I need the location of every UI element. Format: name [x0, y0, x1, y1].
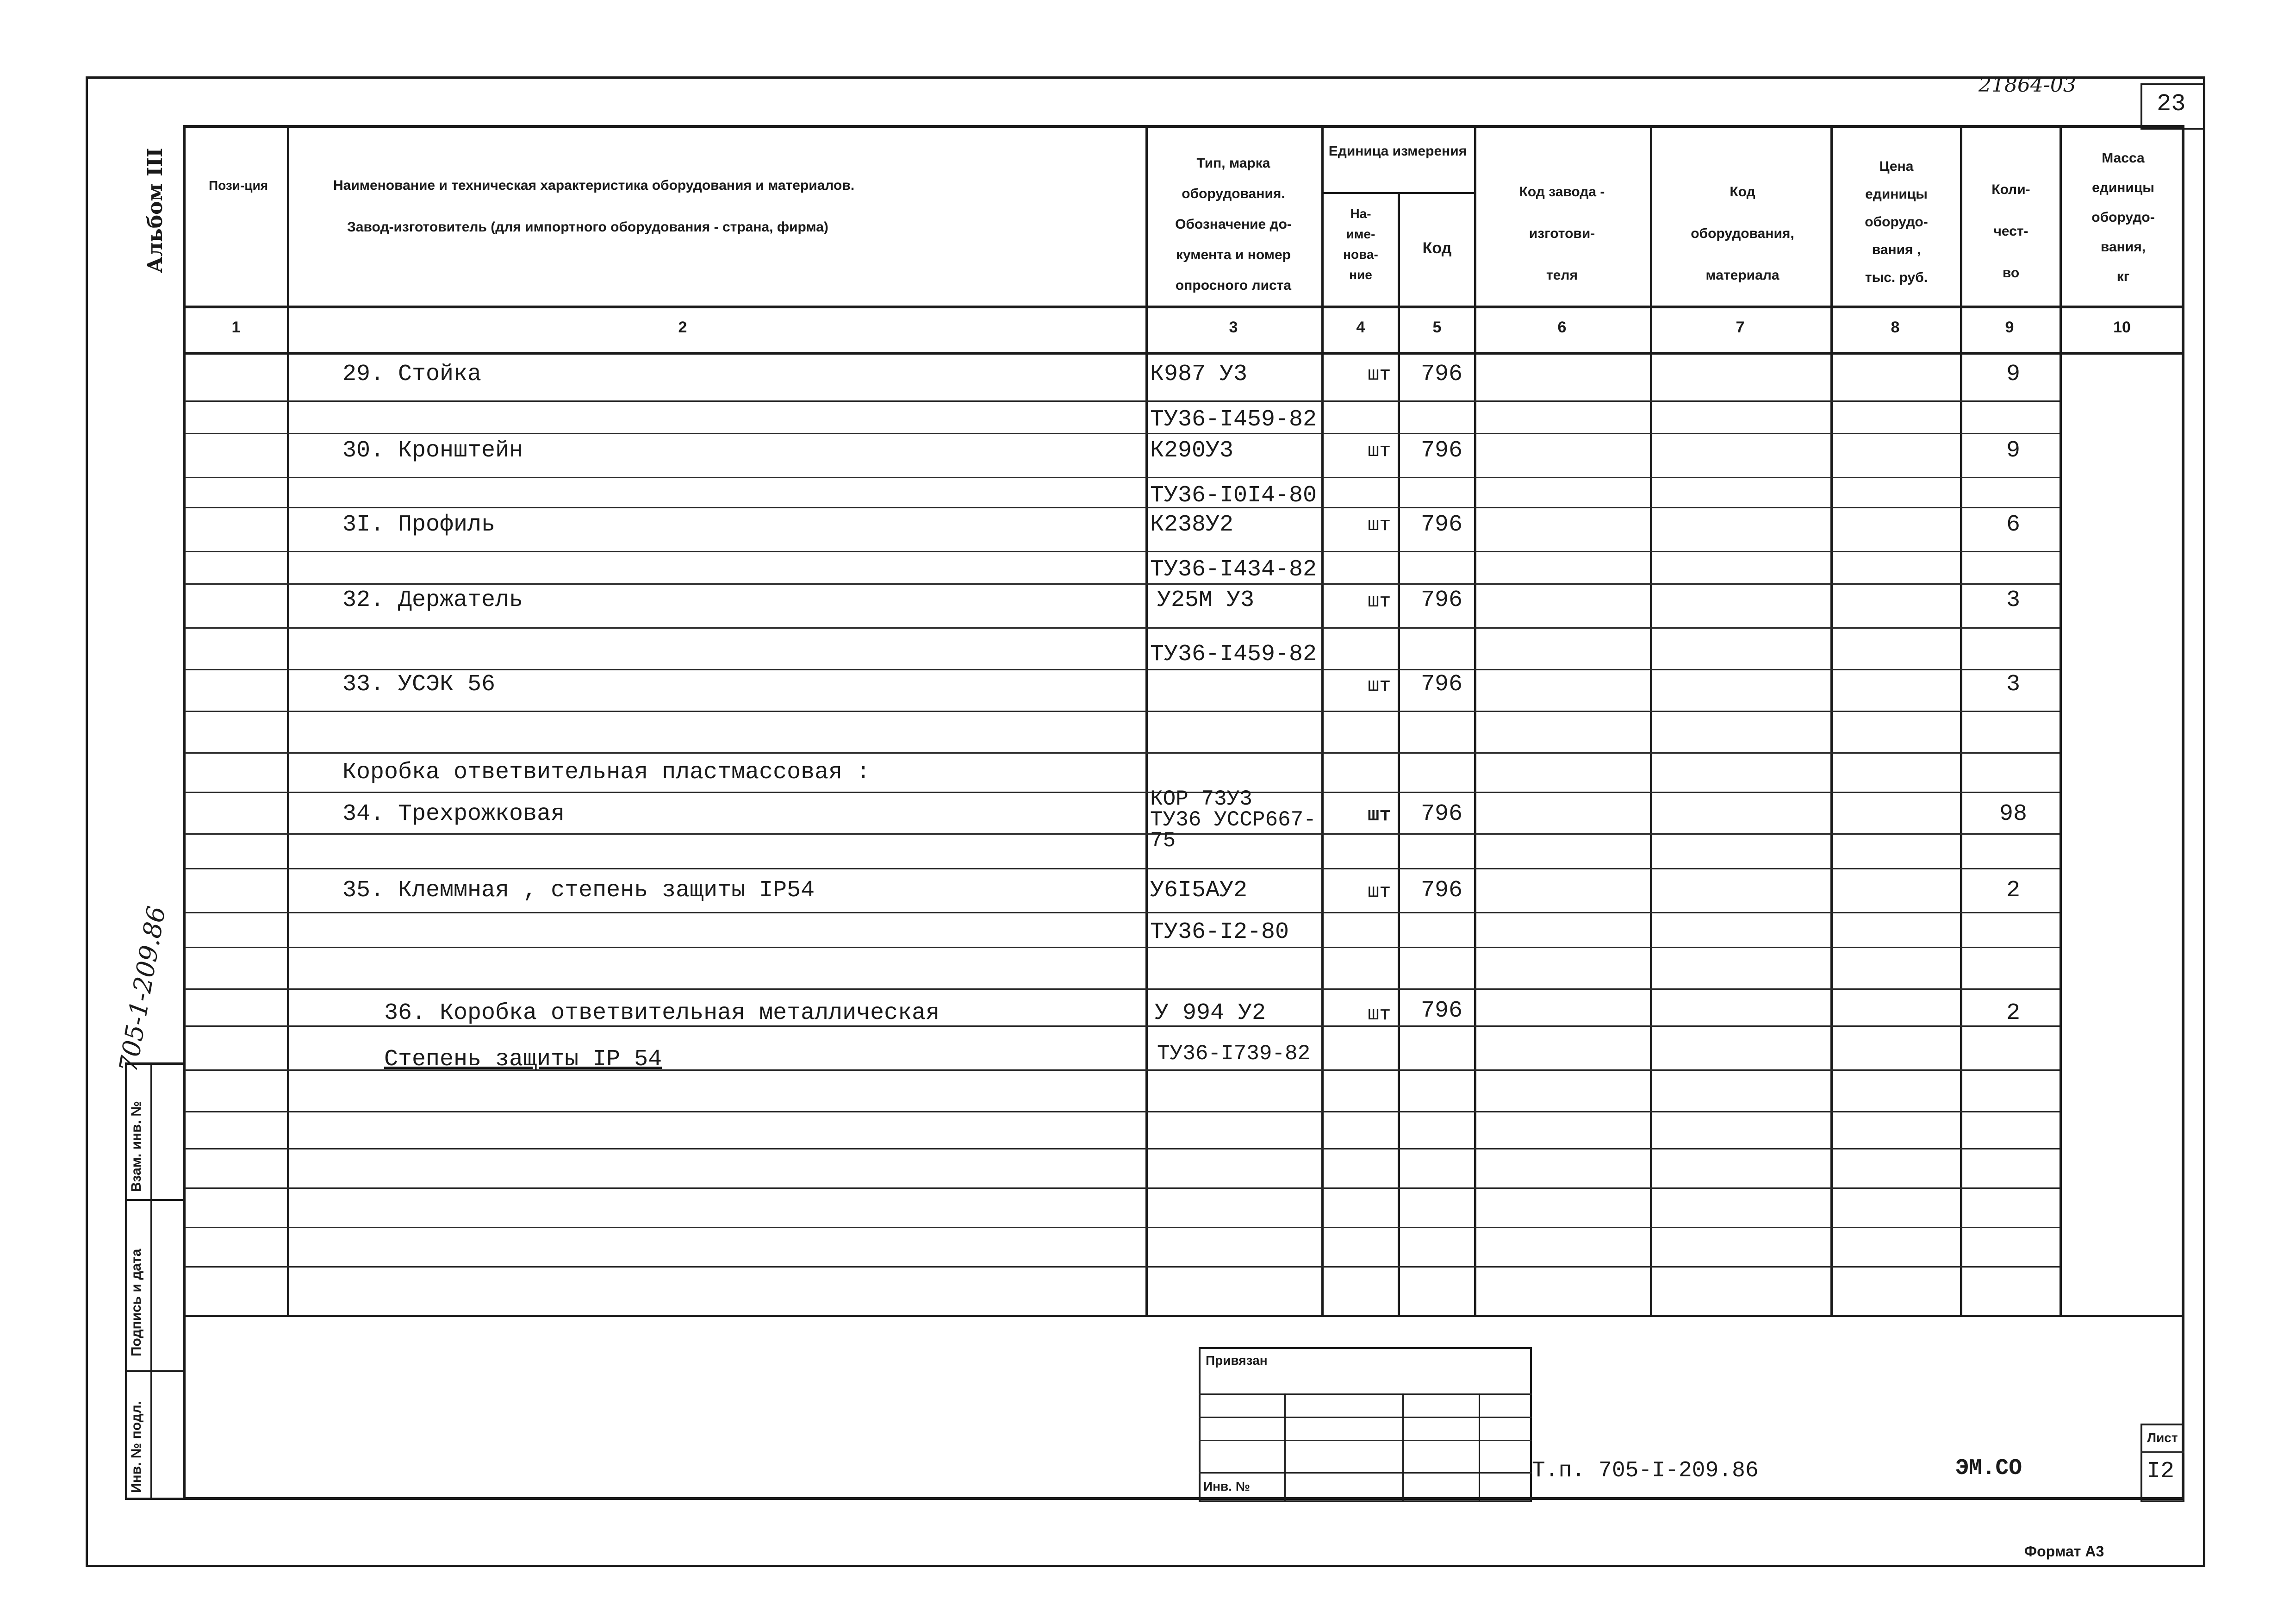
- row-35-type: У6I5АУ2: [1150, 877, 1248, 904]
- row-32-type: У25М У3: [1157, 587, 1255, 613]
- header-col9: Коли- чест- во: [1991, 182, 2030, 281]
- row-34-type: КОР 73У3: [1150, 787, 1252, 811]
- header-col6: Код завода - изготови- теля: [1519, 184, 1605, 283]
- col-number-4: 4: [1356, 319, 1365, 336]
- col-number-8: 8: [1891, 319, 1900, 336]
- row-31-code: 796: [1421, 512, 1463, 538]
- row-29-type: К987 У3: [1150, 361, 1248, 387]
- sheet-code: ЭМ.СО: [1955, 1456, 2022, 1481]
- row-32-unit: шт: [1368, 590, 1391, 612]
- row-34-doc2: 75: [1150, 829, 1176, 853]
- row-33-unit: шт: [1368, 675, 1391, 697]
- header-col7: Код оборудования, материала: [1691, 184, 1794, 283]
- row-35-name: 35. Клеммная , степень защиты IP54: [342, 877, 815, 904]
- row-31-unit: шт: [1368, 514, 1391, 536]
- row-34-name: 34. Трехрожковая: [342, 801, 565, 827]
- row-34-doc: ТУ36 УССР667-: [1150, 808, 1316, 832]
- row-33-name: 33. УСЭК 56: [342, 671, 496, 698]
- header-col3: Тип, марка оборудования. Обозначение до- кумента и номер опросного листа: [1175, 156, 1292, 293]
- row-35-code: 796: [1421, 877, 1463, 904]
- row-36-qty: 2: [2006, 1000, 2021, 1026]
- header-col2-line1: Наименование и техническая характеристика оборудования и материалов.: [333, 178, 855, 193]
- col-number-3: 3: [1229, 319, 1238, 336]
- row-32-qty: 3: [2006, 587, 2021, 613]
- col-number-1: 1: [231, 319, 241, 336]
- row-33-qty: 3: [2006, 671, 2021, 698]
- row-30-unit: шт: [1368, 440, 1391, 462]
- row-30-type: К290У3: [1150, 437, 1234, 464]
- col-number-5: 5: [1432, 319, 1442, 336]
- row-34-unit: шт: [1368, 804, 1391, 826]
- inv-no-label: Инв. №: [1203, 1479, 1251, 1493]
- col-number-10: 10: [2113, 319, 2131, 336]
- row-32-doc: ТУ36-I459-82: [1150, 641, 1317, 668]
- section-heading: Коробка ответвительная пластмассовая :: [342, 759, 871, 786]
- row-36-unit: шт: [1368, 1003, 1391, 1025]
- row-36-code: 796: [1421, 998, 1463, 1024]
- designation: Т.п. 705-I-209.86: [1532, 1458, 1759, 1483]
- row-36-name: 36. Коробка ответвительная металлическая: [384, 1000, 940, 1026]
- row-36-doc: ТУ36-I739-82: [1157, 1042, 1311, 1066]
- row-31-qty: 6: [2006, 512, 2021, 538]
- row-29-unit: шт: [1368, 363, 1391, 386]
- col-number-9: 9: [2005, 319, 2014, 336]
- row-33-code: 796: [1421, 671, 1463, 698]
- row-29-code: 796: [1421, 361, 1463, 387]
- row-32-name: 32. Держатель: [342, 587, 523, 613]
- side-stamp-podpis-data: Подпись и дата: [129, 1249, 144, 1356]
- vertical-doc-number: 705-1-209.86: [113, 904, 172, 1074]
- row-30-name: 30. Кронштейн: [342, 437, 523, 464]
- header-col2-line2: Завод-изготовитель (для импортного оборудования - страна, фирма): [347, 219, 828, 235]
- page-number: 23: [2157, 90, 2186, 118]
- col-number-2: 2: [678, 319, 687, 336]
- header-col10: Масса единицы оборудо- вания, кг: [2091, 150, 2155, 284]
- side-stamp-inv-podl: Инв. № подл.: [129, 1400, 144, 1493]
- album-label: Альбом III: [143, 148, 167, 273]
- row-30-qty: 9: [2006, 437, 2021, 464]
- header-col5: Код: [1422, 239, 1452, 257]
- header-col1: Пози-ция: [208, 178, 268, 193]
- header-col8: Цена единицы оборудо- вания , тыс. руб.: [1865, 159, 1928, 285]
- corner-code: 21864-03: [1979, 73, 2076, 97]
- row-31-type: К238У2: [1150, 512, 1234, 538]
- row-29-name: 29. Стойка: [342, 361, 482, 387]
- side-stamp-vzam-inv: Взам. инв. №: [129, 1101, 144, 1192]
- row-34-qty: 98: [1999, 801, 2028, 827]
- privyazan-label: Привязан: [1206, 1353, 1268, 1368]
- row-36-name2: Степень защиты IP 54: [384, 1046, 662, 1073]
- row-31-doc: ТУ36-I434-82: [1150, 556, 1317, 583]
- row-35-unit: шт: [1368, 881, 1391, 903]
- row-36-type: У 994 У2: [1155, 1000, 1266, 1026]
- col-number-6: 6: [1557, 319, 1567, 336]
- header-unit-group: Единица измерения: [1328, 144, 1467, 159]
- row-35-qty: 2: [2006, 877, 2021, 904]
- row-29-doc: ТУ36-I459-82: [1150, 406, 1317, 433]
- row-30-doc: ТУ36-I0I4-80: [1150, 482, 1317, 509]
- row-32-code: 796: [1421, 587, 1463, 613]
- row-30-code: 796: [1421, 437, 1463, 464]
- list-label: Лист: [2147, 1430, 2178, 1445]
- format-label: Формат А3: [2024, 1543, 2104, 1560]
- list-number: I2: [2147, 1458, 2175, 1485]
- row-29-qty: 9: [2006, 361, 2021, 387]
- col-number-7: 7: [1736, 319, 1745, 336]
- header-col4: На- име- нова- ние: [1343, 206, 1378, 282]
- row-31-name: 3I. Профиль: [342, 512, 496, 538]
- row-35-doc: ТУ36-I2-80: [1150, 919, 1289, 945]
- row-34-code: 796: [1421, 801, 1463, 827]
